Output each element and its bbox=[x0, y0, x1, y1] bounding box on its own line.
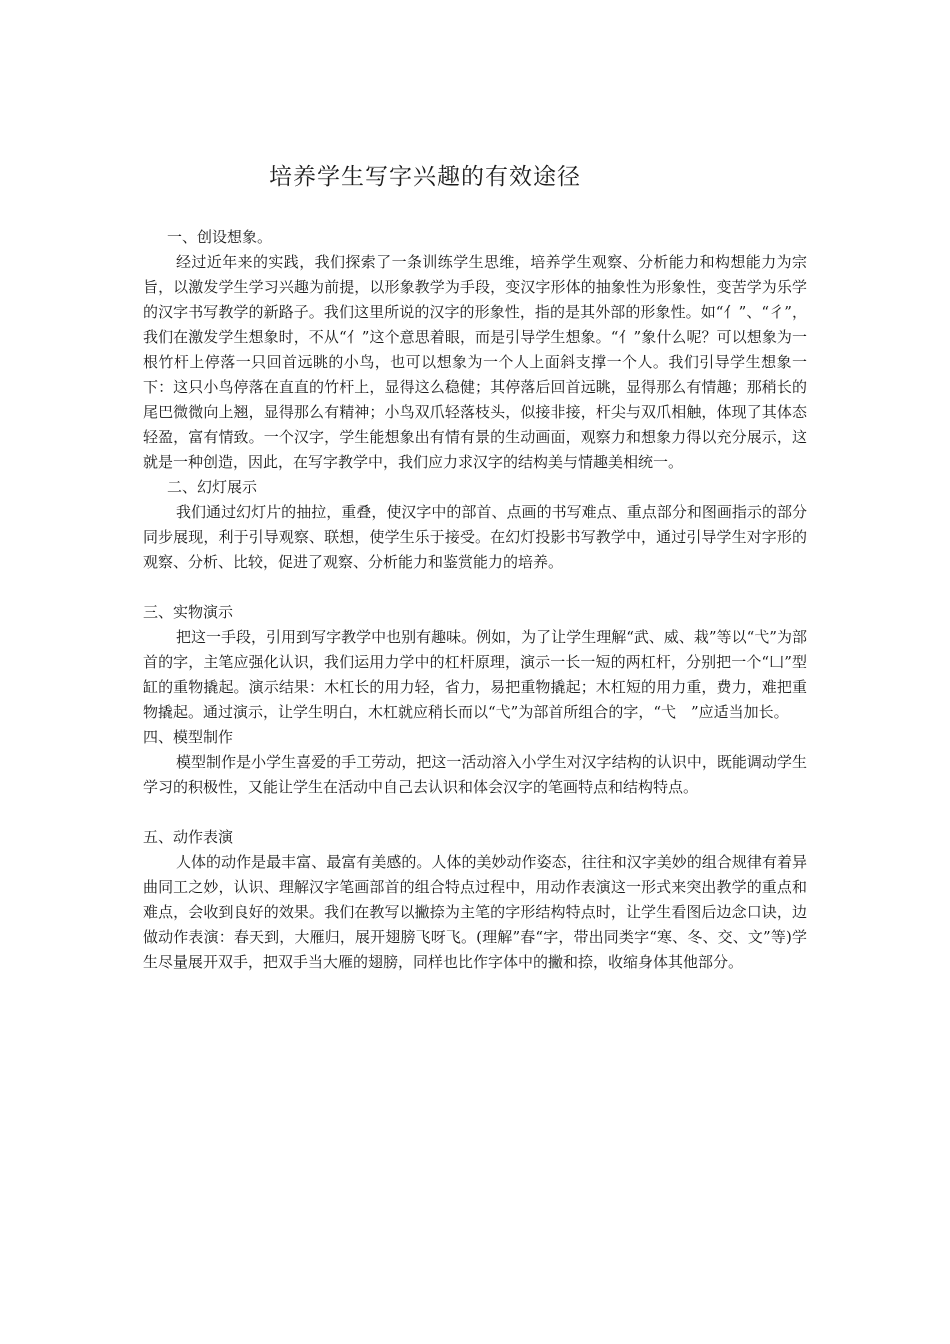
section-paragraph: 把这一手段，引用到写字教学中也别有趣味。例如，为了让学生理解“武、威、栽”等以“弋”为部首的字，主笔应强化认识，我们运用力学中的杠杆原理，演示一长一短的两杠杆，分别把一个“凵”型缸的重物撬起。演示结果：木杠长的用力轻，省力，易把重物撬起；木杠短的用力重，费力，难把重物撬起。通过演示，让学生明白，木杠就应稍长而以“弋”为部首所组合的字，“弋 ”应适当加长。 bbox=[143, 628, 807, 721]
section-heading: 二、幻灯展示 bbox=[167, 478, 258, 496]
section-paragraph: 我们通过幻灯片的抽拉，重叠，使汉字中的部首、点画的书写难点、重点部分和图画指示的部分同步展现，利于引导观察、联想，使学生乐于接受。在幻灯投影书写教学中，通过引导学生对字形的观察、分析、比较，促进了观察、分析能力和鉴赏能力的培养。 bbox=[143, 503, 807, 571]
document-title: 培养学生写字兴趣的有效途径 bbox=[269, 164, 581, 190]
section-paragraph: 人体的动作是最丰富、最富有美感的。人体的美妙动作姿态，往往和汉字美妙的组合规律有着异曲同工之妙，认识、理解汉字笔画部首的组合特点过程中，用动作表演这一形式来突出教学的重点和难点，会收到良好的效果。我们在教写以撇捺为主笔的字形结构特点时，让学生看图后边念口诀，边做动作表演：春天到，大雁归，展开翅膀飞呀飞。(理解”春“字，带出同类字“寒、冬、交、文”等)学生尽量展开双手，把双手当大雁的翅膀，同样也比作字体中的撇和捺，收缩身体其他部分。 bbox=[143, 853, 807, 971]
section-2 bbox=[143, 475, 807, 575]
section-5 bbox=[143, 825, 807, 975]
paragraph-spacer bbox=[143, 800, 807, 825]
section-4 bbox=[143, 725, 807, 800]
section-heading: 五、动作表演 bbox=[143, 828, 234, 846]
section-heading: 一、创设想象。 bbox=[167, 228, 273, 246]
section-paragraph: 模型制作是小学生喜爱的手工劳动，把这一活动溶入小学生对汉字结构的认识中，既能调动学生学习的积极性，又能让学生在活动中自己去认识和体会汉字的笔画特点和结构特点。 bbox=[143, 753, 807, 796]
section-3 bbox=[143, 600, 807, 725]
document-body bbox=[143, 225, 807, 975]
section-paragraph: 经过近年来的实践，我们探索了一条训练学生思维，培养学生观察、分析能力和构想能力为宗旨，以激发学生学习兴趣为前提，以形象教学为手段，变汉字形体的抽象性为形象性，变苦学为乐学的汉字书写教学的新路子。我们这里所说的汉字的形象性，指的是其外部的形象性。如“亻”、“彳”，我们在激发学生想象时，不从“亻”这个意思着眼，而是引导学生想象。“亻”象什么呢？可以想象为一根竹杆上停落一只回首远眺的小鸟，也可以想象为一个人上面斜支撑一个人。我们引导学生想象一下：这只小鸟停落在直直的竹杆上，显得这么稳健；其停落后回首远眺，显得那么有情趣；那稍长的尾巴微微向上翘，显得那么有精神；小鸟双爪轻落枝头，似接非接，杆尖与双爪相触，体现了其体态轻盈，富有情致。一个汉字，学生能想象出有情有景的生动画面，观察力和想象力得以充分展示，这就是一种创造，因此，在写字教学中，我们应力求汉字的结构美与情趣美相统一。 bbox=[143, 253, 807, 471]
section-heading: 四、模型制作 bbox=[143, 728, 234, 746]
section-heading: 三、实物演示 bbox=[143, 603, 234, 621]
section-1 bbox=[143, 225, 807, 475]
paragraph-spacer bbox=[143, 575, 807, 600]
